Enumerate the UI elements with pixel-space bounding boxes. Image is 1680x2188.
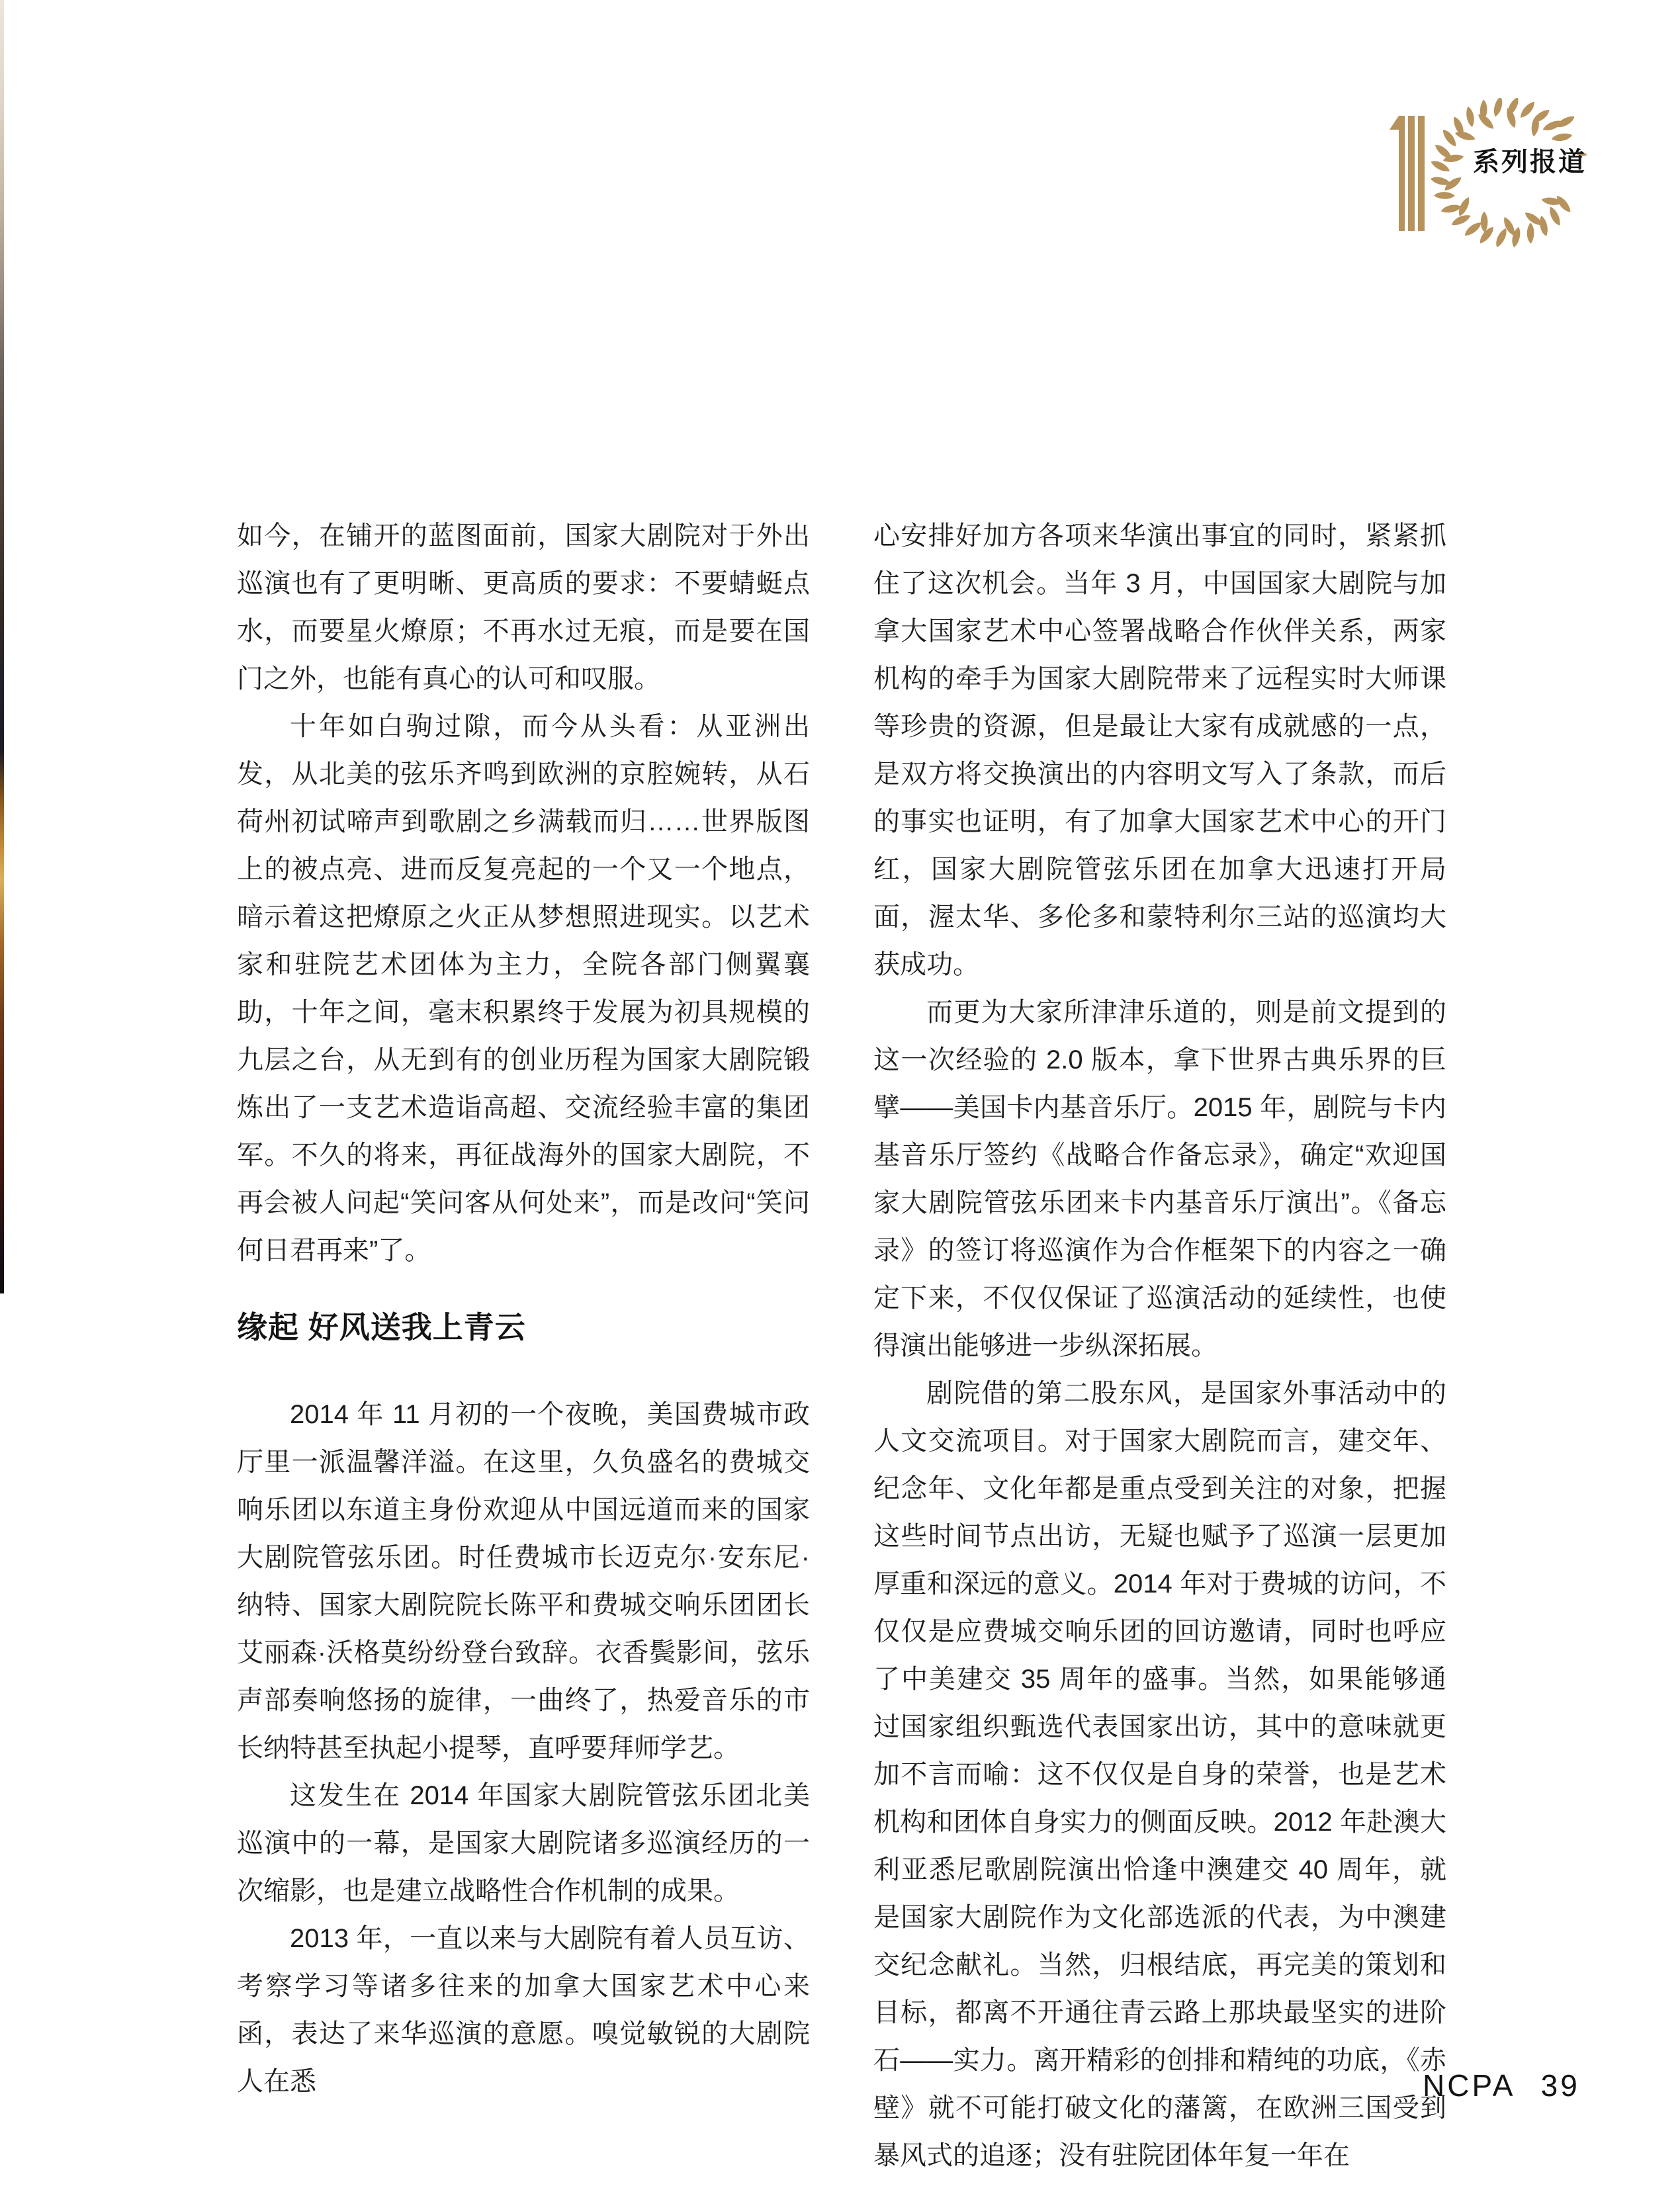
paragraph-left-1: 如今，在铺开的蓝图面前，国家大剧院对于外出巡演也有了更明晰、更高质的要求：不要蜻蜓点水，而要星火燎原；不再水过无痕，而是要在国门之外，也能有真心的认可和叹服。	[237, 521, 810, 693]
paragraph-left-5: 2013 年，一直以来与大剧院有着人员互访、考察学习等诸多往来的加拿大国家艺术中心来函，表达了来华巡演的意愿。嗅觉敏锐的大剧院人在悉	[237, 1924, 810, 2096]
article-column-left	[237, 512, 810, 2105]
page-number: NCPA 39	[1423, 2068, 1580, 2103]
paragraph-right-3: 剧院借的第二股东风，是国家外事活动中的人文交流项目。对于国家大剧院而言，建交年、纪念年、文化年都是重点受到关注的对象，把握这些时间节点出访，无疑也赋予了巡演一层更加厚重和深远的意义。2014 年对于费城的访问，不仅仅是应费城交响乐团的回访邀请，同时也呼应了中美建交 35 周年的盛事。当然，如果能够通过国家组织甄选代表国家出访，其中的意味就更加不言而喻：这不仅仅是自身的荣誉，也是艺术机构和团体自身实力的侧面反映。2012 年赴澳大利亚悉尼歌剧院演出恰逢中澳建交 40 周年，就是国家大剧院作为文化部选派的代表，为中澳建交纪念献礼。当然，归根结底，再完美的策划和目标，都离不开通往青云路上那块最坚实的进阶石——实力。离开精彩的创排和精纯的功底，《赤壁》就不可能打破文化的藩篱，在欧洲三国受到暴风式的追逐；没有驻院团体年复一年在	[873, 1379, 1446, 2170]
section-heading: 缘起 好风送我上青云	[237, 1310, 526, 1344]
paragraph-right-2: 而更为大家所津津乐道的，则是前文提到的这一次经验的 2.0 版本，拿下世界古典乐界的巨擘——美国卡内基音乐厅。2015 年，剧院与卡内基音乐厅签约《战略合作备忘录》，确定“欢迎国家大剧院管弦乐团来卡内基音乐厅演出”。《备忘录》的签订将巡演作为合作框架下的内容之一确定下来，不仅仅保证了巡演活动的延续性，也使得演出能够进一步纵深拓展。	[873, 998, 1446, 1360]
paragraph-left-4: 这发生在 2014 年国家大剧院管弦乐团北美巡演中的一幕，是国家大剧院诸多巡演经历的一次缩影，也是建立战略性合作机制的成果。	[237, 1781, 810, 1905]
article-column-right	[873, 512, 1446, 2179]
paragraph-left-3: 2014 年 11 月初的一个夜晚，美国费城市政厅里一派温馨洋溢。在这里，久负盛名的费城交响乐团以东道主身份欢迎从中国远道而来的国家大剧院管弦乐团。时任费城市长迈克尔·安东尼·纳特、国家大剧院院长陈平和费城交响乐团团长艾丽森·沃格莫纷纷登台致辞。衣香鬓影间，弦乐声部奏响悠扬的旋律，一曲终了，热爱音乐的市长纳特甚至执起小提琴，直呼要拜师学艺。	[237, 1400, 810, 1763]
page-edge-bleed-strip	[0, 0, 4, 1293]
series-logo	[1388, 98, 1633, 253]
paragraph-right-1: 心安排好加方各项来华演出事宜的同时，紧紧抓住了这次机会。当年 3 月，中国国家大剧院与加拿大国家艺术中心签署战略合作伙伴关系，两家机构的牵手为国家大剧院带来了远程实时大师课等珍贵的资源，但是最让大家有成就感的一点，是双方将交换演出的内容明文写入了条款，而后的事实也证明，有了加拿大国家艺术中心的开门红，国家大剧院管弦乐团在加拿大迅速打开局面，渥太华、多伦多和蒙特利尔三站的巡演均大获成功。	[873, 521, 1446, 979]
numeral-one-icon	[1390, 116, 1425, 231]
series-label: 系列报道	[1473, 148, 1587, 177]
paragraph-left-2: 十年如白驹过隙，而今从头看：从亚洲出发，从北美的弦乐齐鸣到欧洲的京腔婉转，从石荷州初试啼声到歌剧之乡满载而归……世界版图上的被点亮、进而反复亮起的一个又一个地点，暗示着这把燎原之火正从梦想照进现实。以艺术家和驻院艺术团体为主力，全院各部门侧翼襄助，十年之间，毫末积累终于发展为初具规模的九层之台，从无到有的创业历程为国家大剧院锻炼出了一支艺术造诣高超、交流经验丰富的集团军。不久的将来，再征战海外的国家大剧院，不再会被人问起“笑问客从何处来”，而是改问“笑问何日君再来”了。	[237, 712, 810, 1265]
